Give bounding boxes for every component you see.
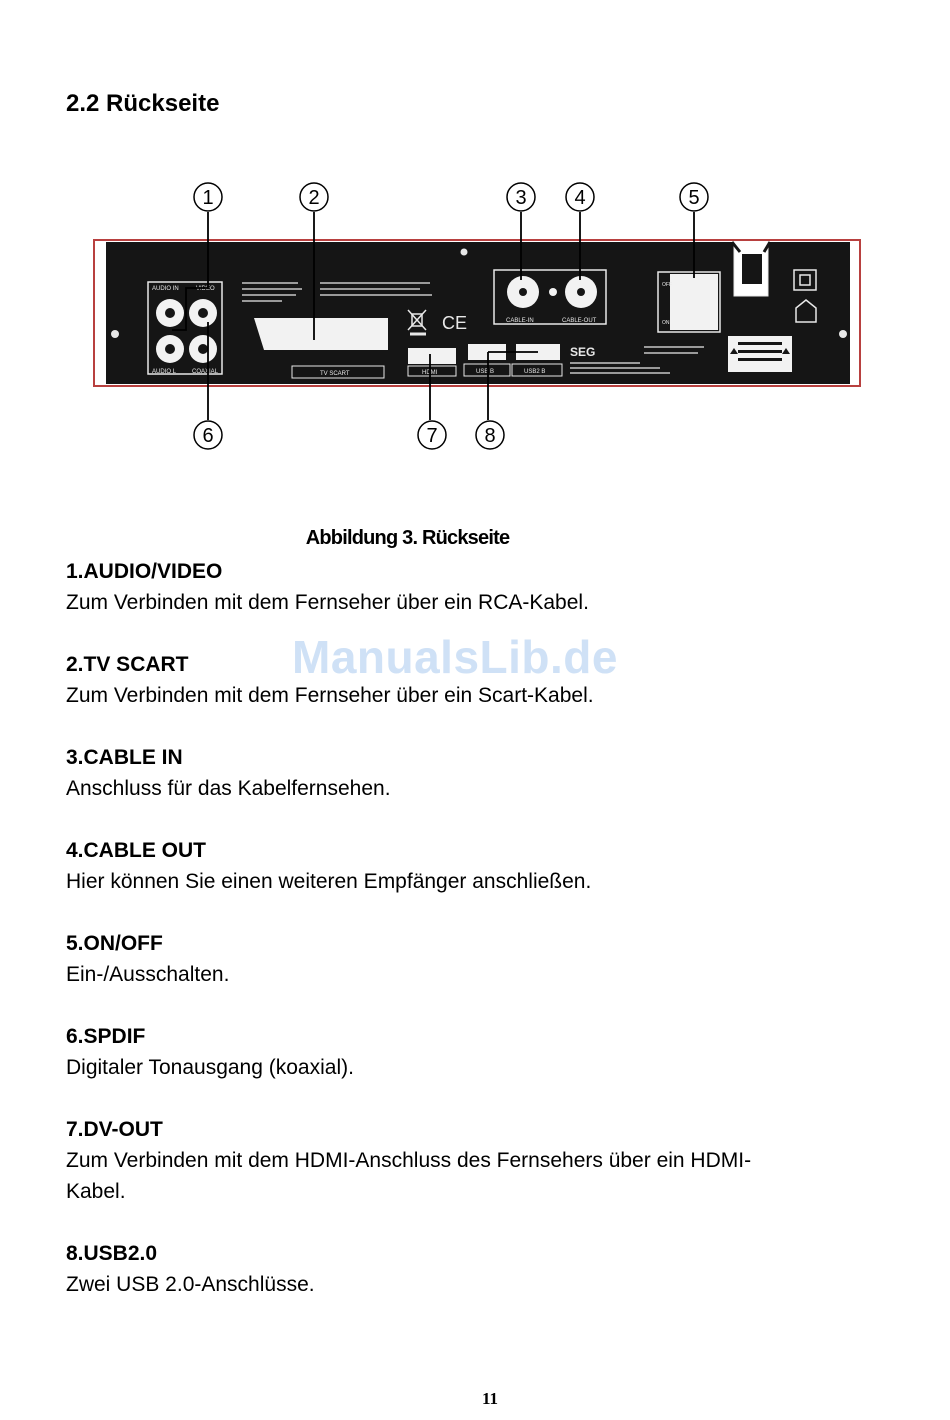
audio-in-label: AUDIO IN	[152, 286, 179, 292]
svg-text:7: 7	[426, 425, 438, 447]
item-title: 8.USB2.0	[66, 1242, 158, 1265]
usb-b-label: USB2 B	[524, 369, 546, 375]
callout-8	[476, 421, 504, 449]
list-item	[66, 742, 886, 804]
item-description: Zum Verbinden mit dem Fernseher über ein RCA-Kabel.	[66, 591, 589, 614]
list-item	[66, 556, 886, 618]
screw-left	[111, 330, 119, 338]
list-item	[66, 1021, 886, 1083]
item-title: 5.ON/OFF	[66, 932, 163, 955]
svg-text:5: 5	[688, 187, 700, 209]
list-item	[66, 649, 886, 711]
svg-text:6: 6	[202, 425, 214, 447]
video-label: VIDEO	[196, 286, 215, 292]
item-description: Zwei USB 2.0-Anschlüsse.	[66, 1273, 315, 1296]
callout-3	[507, 183, 535, 211]
list-item	[66, 928, 886, 990]
svg-text:4: 4	[574, 187, 586, 209]
svg-text:2: 2	[308, 187, 320, 209]
tv-scart-label: TV SCART	[320, 371, 350, 377]
ce-mark: CE	[442, 313, 468, 333]
callout-5	[680, 183, 708, 211]
list-item	[66, 1238, 886, 1300]
section-heading: 2.2 Rückseite	[66, 90, 220, 117]
item-title: 4.CABLE OUT	[66, 839, 207, 862]
coaxial-label: COAXIAL	[192, 369, 219, 375]
rear-panel-diagram	[92, 178, 862, 454]
item-description: Digitaler Tonausgang (koaxial).	[66, 1056, 354, 1079]
item-title: 3.CABLE IN	[66, 746, 183, 769]
screw-top	[461, 249, 468, 256]
svg-text:3: 3	[515, 187, 527, 209]
callout-6	[194, 421, 222, 449]
on-label: ON	[662, 320, 670, 326]
warning-label	[728, 336, 792, 372]
off-label: OFF	[662, 282, 672, 288]
svg-text:8: 8	[484, 425, 496, 447]
power-socket	[732, 242, 770, 296]
list-item	[66, 835, 886, 897]
item-description: Anschluss für das Kabelfernsehen.	[66, 777, 391, 800]
cable-out-label: CABLE-OUT	[562, 318, 597, 324]
figure-caption: Abbildung 3. Rückseite	[305, 527, 510, 549]
item-title: 1.AUDIO/VIDEO	[66, 560, 223, 583]
cable-in-label: CABLE-IN	[506, 318, 534, 324]
callout-7	[418, 421, 446, 449]
item-title: 7.DV-OUT	[66, 1118, 163, 1141]
hdmi-label: HDMI	[422, 370, 438, 376]
usb-a-label: USB B	[476, 369, 495, 375]
item-description: Ein-/Ausschalten.	[66, 963, 230, 986]
item-description: Hier können Sie einen weiteren Empfänger anschließen.	[66, 870, 592, 893]
item-title: 6.SPDIF	[66, 1025, 146, 1048]
callout-1	[194, 183, 222, 211]
list-item	[66, 1114, 886, 1207]
rear-panel-figure	[92, 178, 862, 454]
brand-mark: SEG	[570, 345, 596, 359]
screw-right	[839, 330, 847, 338]
item-title: 2.TV SCART	[66, 653, 189, 676]
svg-text:1: 1	[202, 187, 214, 209]
item-description: Zum Verbinden mit dem HDMI-Anschluss des Fernsehers über ein HDMI-Kabel.	[66, 1149, 752, 1203]
audio-l-label: AUDIO L	[152, 369, 177, 375]
item-description: Zum Verbinden mit dem Fernseher über ein Scart-Kabel.	[66, 684, 594, 707]
page-number: 11	[481, 1389, 499, 1408]
callout-4	[566, 183, 594, 211]
watermark: ManualsLib.de	[292, 631, 618, 683]
connector-list	[66, 556, 886, 1331]
callout-2	[300, 183, 328, 211]
